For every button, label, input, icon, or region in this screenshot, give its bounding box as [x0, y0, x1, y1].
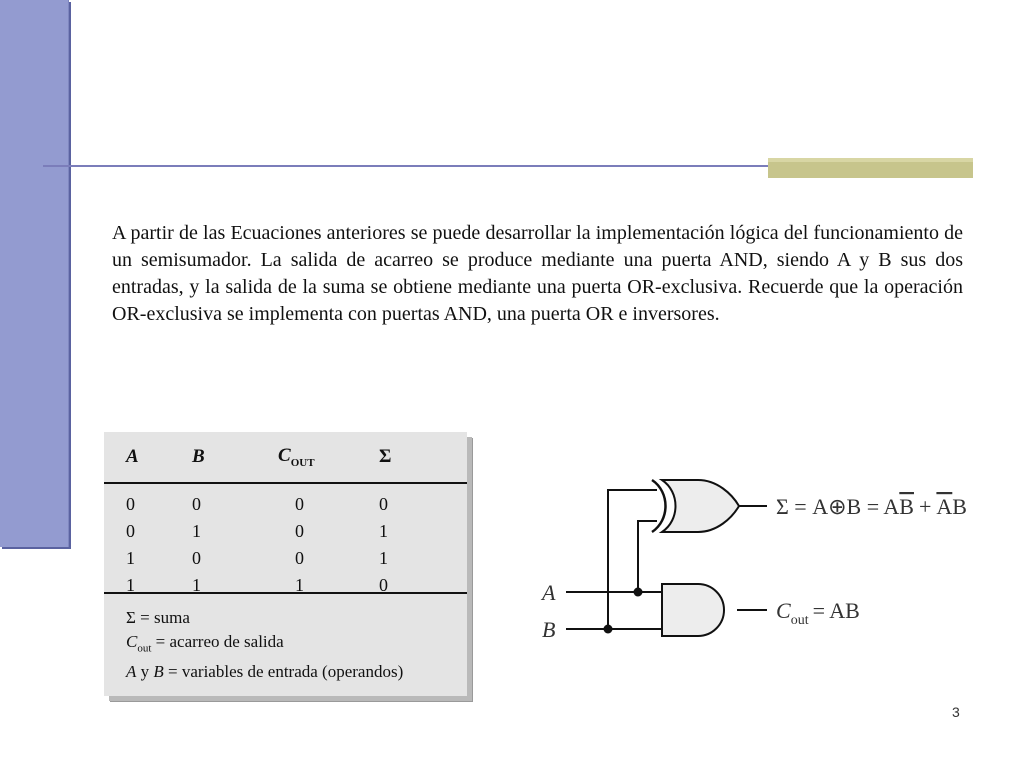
xor-gate-body [662, 480, 739, 532]
truth-table-header [104, 432, 467, 483]
table-row [104, 545, 467, 572]
legend-cout: $C_{out}$ = acarreo de salida [126, 632, 284, 655]
cell-sigma: 0 [379, 575, 388, 595]
cell-cout: 1 [295, 575, 304, 595]
b-to-xor-wire [608, 490, 657, 629]
truth-table-card [104, 432, 467, 696]
half-adder-circuit [536, 460, 996, 650]
header-sigma: Σ [378, 432, 467, 483]
cell-b: 1 [192, 521, 201, 541]
title-rule-line [43, 165, 770, 167]
cell-b: 1 [192, 575, 201, 595]
and-gate-body [662, 584, 724, 636]
title-rule-block [768, 158, 973, 178]
cell-sigma: 1 [379, 521, 388, 541]
page-number: 3 [952, 704, 960, 720]
body-paragraph: A partir de las Ecuaciones anteriores se puede desarrollar la implementación lógica del funcionamiento de un semisumador. La salida de acarreo se produce mediante una puerta AND, siendo A y B sus dos entradas, y la salida de la suma se obtiene mediante una puerta OR-exclusiva. Recuerde que la operación OR-exclusiva se implementa con puertas AND, una puerta OR e inversores. [112, 222, 963, 325]
header-a: A [104, 432, 191, 483]
header-cout: $C_{OUT}$ [277, 432, 378, 483]
cell-a: 1 [126, 548, 135, 568]
legend-sum: Σ = suma [126, 608, 190, 627]
cell-a: 1 [126, 575, 135, 595]
legend-inputs: A y B = variables de entrada (operandos) [126, 662, 404, 682]
input-b-label: B [542, 617, 556, 642]
side-accent-bar [0, 0, 69, 547]
cell-a: 0 [126, 494, 135, 514]
cell-b: 0 [192, 494, 201, 514]
sum-formula: Σ = A⊕B = AB + AB [776, 494, 967, 519]
xor-gate-input-arc [652, 480, 666, 532]
cell-b: 0 [192, 548, 201, 568]
header-b: B [191, 432, 277, 483]
truth-table-legend [104, 592, 467, 684]
cell-sigma: 0 [379, 494, 388, 514]
cell-cout: 0 [295, 548, 304, 568]
truth-table [104, 432, 467, 599]
cell-cout: 0 [295, 521, 304, 541]
cell-sigma: 1 [379, 548, 388, 568]
table-row [104, 518, 467, 545]
table-row [104, 483, 467, 518]
junction-dot-b [604, 625, 613, 634]
cell-cout: 0 [295, 494, 304, 514]
input-a-label: A [542, 580, 556, 605]
junction-dot-a [634, 588, 643, 597]
cell-a: 0 [126, 521, 135, 541]
carry-formula: $C_{out}$ = AB [776, 598, 860, 628]
